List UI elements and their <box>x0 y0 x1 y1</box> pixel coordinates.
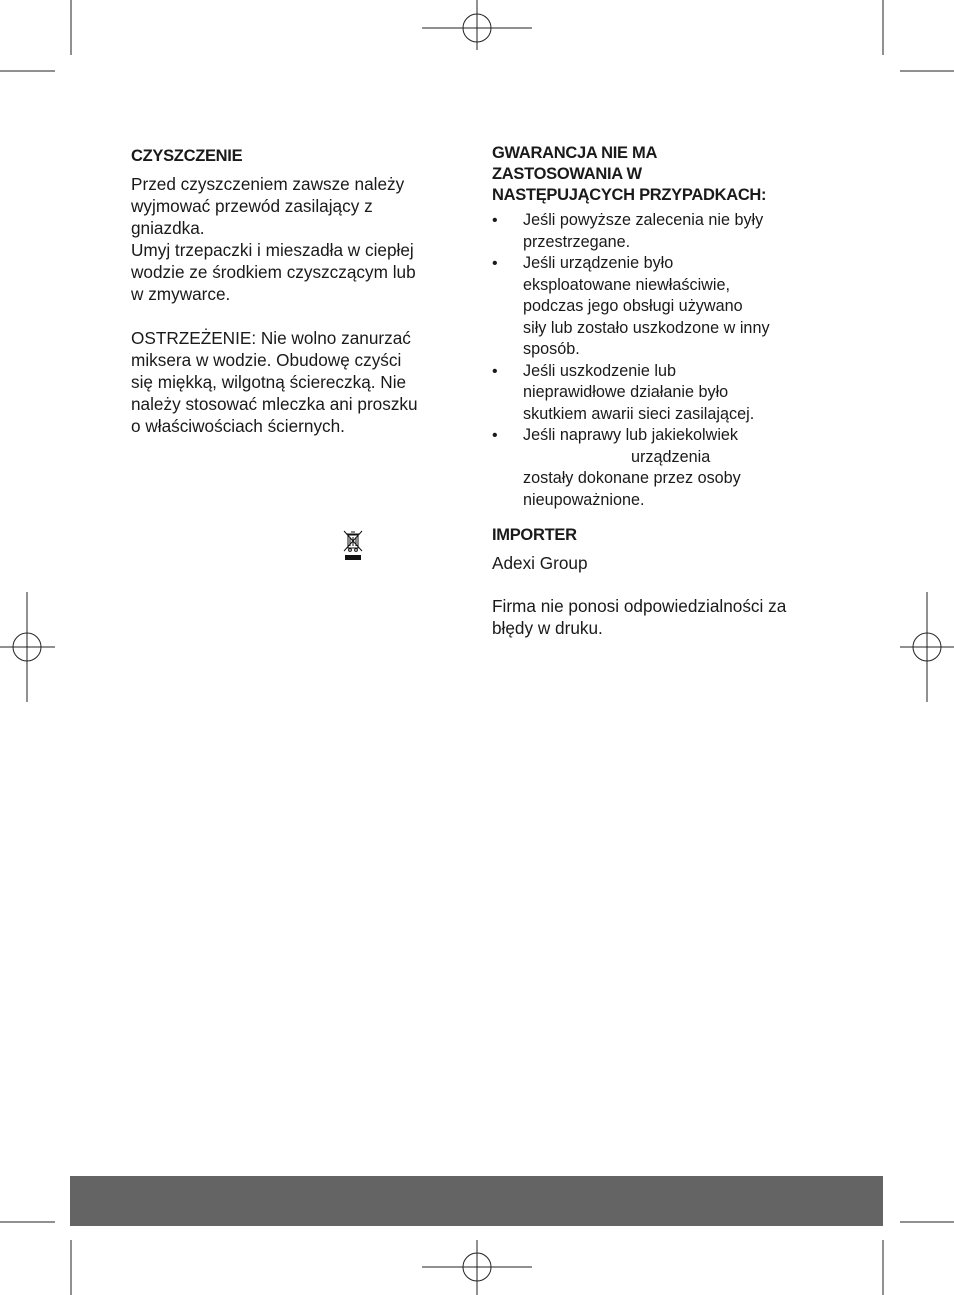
registration-target-left <box>0 592 55 702</box>
text-line: sposób. <box>523 340 580 358</box>
text-line: należy stosować mleczka ani proszku <box>131 394 418 414</box>
cleaning-paragraph <box>131 173 461 305</box>
footer-bar <box>70 1176 883 1226</box>
disclaimer-paragraph <box>492 595 822 639</box>
bullet-icon: • <box>492 427 498 444</box>
list-item <box>492 425 822 511</box>
bullet-icon: • <box>492 212 498 229</box>
text-line: Jeśli naprawy lub jakiekolwiek <box>523 426 739 444</box>
bullet-icon: • <box>492 255 498 272</box>
importer-name: Adexi Group <box>492 553 588 573</box>
text-line: OSTRZEŻENIE: Nie wolno zanurzać <box>131 328 411 348</box>
text-line: eksploatowane niewłaściwie, <box>523 275 730 294</box>
text-line: błędy w druku. <box>492 618 603 638</box>
text-line: podczas jego obsługi używano <box>523 297 743 315</box>
list-item <box>492 361 822 426</box>
text-line: Przed czyszczeniem zawsze należy <box>131 174 405 194</box>
text-line: nieupoważnione. <box>523 490 645 509</box>
warranty-exclusions-list <box>492 210 822 511</box>
text-line: Jeśli uszkodzenie lub <box>523 361 676 380</box>
registration-target-top <box>422 0 532 50</box>
text-line: urządzenia <box>631 447 711 466</box>
registration-target-right <box>900 592 954 702</box>
text-line: się miękką, wilgotną ściereczką. Nie <box>131 372 407 392</box>
importer-heading: IMPORTER <box>492 526 577 544</box>
bullet-icon: • <box>492 362 498 380</box>
warranty-heading <box>492 143 822 206</box>
cleaning-heading: CZYSZCZENIE <box>131 147 243 165</box>
list-item <box>492 210 822 253</box>
cleaning-section <box>131 146 461 437</box>
heading-line: NASTĘPUJĄCYCH PRZYPADKACH: <box>492 186 767 204</box>
crossed-out-wheelie-bin-icon <box>342 529 364 562</box>
warning-paragraph <box>131 327 461 437</box>
warranty-section <box>492 143 822 639</box>
list-item <box>492 253 822 361</box>
text-line: Jeśli urządzenie było <box>523 254 674 272</box>
heading-line: ZASTOSOWANIA W <box>492 165 642 183</box>
text-line: skutkiem awarii sieci zasilającej. <box>523 404 755 423</box>
text-line: siły lub zostało uszkodzone w inny <box>523 318 770 337</box>
text-line: wodzie ze środkiem czyszczącym lub <box>131 262 416 282</box>
text-line: nieprawidłowe działanie było <box>523 383 729 401</box>
text-line: przestrzegane. <box>523 232 631 251</box>
heading-line: GWARANCJA NIE MA <box>492 144 658 162</box>
text-line: o właściwościach ściernych. <box>131 416 345 436</box>
text-line: Umyj trzepaczki i mieszadła w ciepłej <box>131 240 414 260</box>
text-line: Jeśli powyższe zalecenia nie były <box>523 211 764 229</box>
text-line: zostały dokonane przez osoby <box>523 469 741 487</box>
text-line: miksera w wodzie. Obudowę czyści <box>131 350 402 370</box>
text-line: w zmywarce. <box>131 284 231 304</box>
text-line: Firma nie ponosi odpowiedzialności za <box>492 596 787 616</box>
registration-target-bottom <box>422 1240 532 1295</box>
text-line: gniazdka. <box>131 218 205 238</box>
text-line: wyjmować przewód zasilający z <box>131 196 373 216</box>
